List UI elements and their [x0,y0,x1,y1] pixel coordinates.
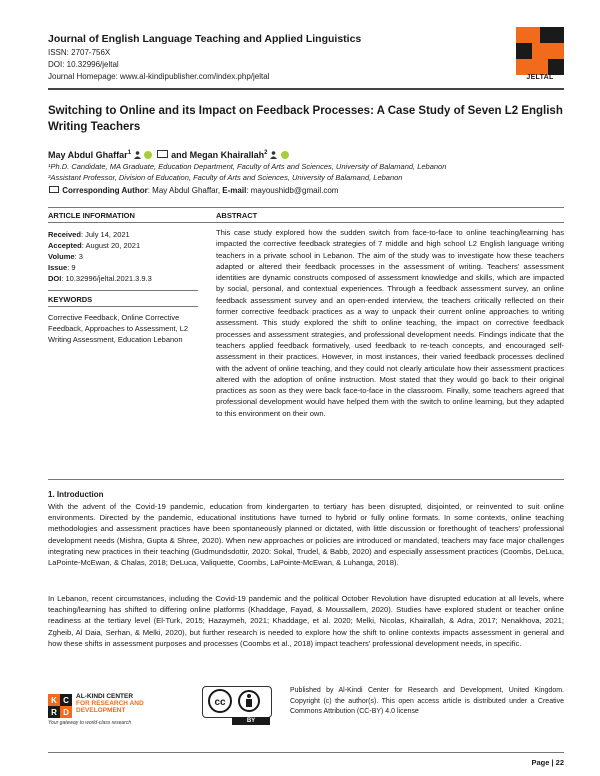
received-value: : July 14, 2021 [80,230,130,239]
svg-text:C: C [63,696,69,705]
journal-issn: ISSN: 2707-756X [48,48,111,57]
svg-text:K: K [51,696,57,705]
volume-label: Volume [48,252,75,261]
accepted-label: Accepted [48,241,82,250]
kc-name-3: DEVELOPMENT [76,707,126,714]
journal-doi: DOI: 10.32996/jeltal [48,60,119,69]
doi-label: DOI [48,274,62,283]
keywords-heading: KEYWORDS [48,295,93,304]
email-label: E-mail [222,186,247,195]
footer-rule [48,752,564,753]
jeltal-logo [516,27,564,75]
journal-homepage[interactable]: Journal Homepage: www.al-kindipublisher.com/index.php/jeltal [48,72,270,81]
intro-paragraph-1: With the advent of the Covid-19 pandemic, education from kindergarten to tertiary has been disrupted, disjointed, or reinvented to suit online environments. Directed by the pandemic, educational institutions have turned to hybrid or fully online formats. In some contexts, online teaching methodologies and assessment practices have been spontaneously planned or dictated, with little discussion or forethought of teachers' professional development needs (Mishra, Gupta & Shree, 2020). When new approaches or policies are introduced or mandated, teachers may face major challenges integrating new practices in their teaching (Gudmundsdottir, 2020: Sokal, Trudel, & Babb, 2020) and especially assessment practices (Coombs, DeLuca, LaPointe-McEwan, & Chalas, 2018; DeLuca, Valiquette, Coombs, LaPointe-McEwan, & Luhanga, 2018). [48,502,564,568]
cc-by-text: BY [246,718,256,724]
journal-title: Journal of English Language Teaching and Applied Linguistics [48,33,362,45]
issue-value: : 9 [67,263,76,272]
affiliation-1: ¹Ph.D. Candidate, MA Graduate, Education Department, Faculty of Arts and Sciences, University of Balamand, Lebanon [48,162,447,171]
orcid-icon[interactable] [144,151,152,159]
logo-text: JELTAL [526,74,554,81]
affiliation-2: ²Assistant Professor, Division of Education, Faculty of Arts and Sciences, University of Balamand, Lebanon [48,173,403,182]
doi-value[interactable]: : 10.32996/jeltal.2021.3.9.3 [61,274,152,283]
received [48,229,130,240]
author-1-sup: 1 [127,150,132,156]
svg-text:cc: cc [214,697,226,708]
author-1: May Abdul Ghaffar [48,150,128,160]
kc-name-2: FOR RESEARCH AND [76,700,144,707]
corresponding-author [48,186,338,195]
accepted [48,240,140,251]
intro-heading: 1. Introduction [48,490,104,499]
doi [48,273,152,284]
article-info-heading: ARTICLE INFORMATION [48,211,135,220]
header-divider [48,88,564,90]
mail-icon[interactable] [157,150,168,158]
kc-tagline: Your gateway to world-class research [48,720,132,726]
kc-name-1: AL-KINDI CENTER [76,693,134,700]
volume-value: : 3 [74,252,83,261]
corresp-label: Corresponding Author [62,186,148,195]
license-text: Published by Al-Kindi Center for Research and Development, United Kingdom. Copyright (c) the author(s). This open access article is distributed under a Creative Commons Attribution (CC-BY) 4.0 license [290,687,564,715]
keywords-top-rule [48,290,198,291]
person-icon [134,151,141,159]
cc-by-badge[interactable] [202,686,272,726]
page-number: Page | 22 [531,758,564,767]
al-kindi-logo [48,693,178,726]
issue [48,262,76,273]
received-label: Received [48,230,81,239]
abstract-heading: ABSTRACT [216,211,258,220]
author-2: Megan Khairallah [189,150,265,160]
email-value[interactable]: : mayoushidb@gmail.com [246,186,339,195]
person-icon [270,151,277,159]
orcid-icon[interactable] [281,151,289,159]
section-header-rule [48,222,564,223]
and-word: and [171,150,188,160]
volume [48,251,83,262]
paper-title: Switching to Online and its Impact on Feedback Processes: A Case Study of Seven L2 English Writing Teachers [48,105,563,133]
section-bottom-rule [48,479,564,480]
issue-label: Issue [48,263,68,272]
author-line [48,150,290,160]
author-2-sup: 2 [264,150,268,156]
corresp-value: : May Abdul Ghaffar, [147,186,223,195]
section-top-rule [48,207,564,208]
svg-text:D: D [63,708,69,717]
abstract-text: This case study explored how the sudden switch from face-to-face to online teaching/learning has impacted the corrective feedback strategies of 7 middle and high school L2 English language writing teachers in a private school in Lebanon. The aim of the study was to investigate how these teachers adapted or altered their feedback processes in the assessment of writing. Teachers' assessment identities are dynamic constructs composed of assessment knowledge and skills, which are impacted by social, personal, and contextual experiences. Through a feedback assessment survey, an online feedback assessment survey and an open-ended interview, the teachers critically reflected on their former corrective feedback practices as a way to unpack their current online approaches to writing assessment. This study explored the shift to online teaching, the impact on corrective feedback processes and assessment strategies, and professional development needs. Findings indicate that the teachers applied feedback formatively, used feedback to re-teach concepts, and encouraged self-assessment in their practices. However, in most instances, their varied feedback processes declined with the advent of online teaching, and they could not clearly articulate how their assessment practices altered with the adoption of online instruction. Most stated that they would go back to their original practices as soon as they were back face-to-face in the classroom. Finally, some teachers agreed that professional development would have helped them with the switch to online learning, but they adapted to this environment on their own. [216,228,564,418]
intro-paragraph-2: In Lebanon, recent circumstances, including the Covid-19 pandemic and the political October Revolution have disrupted education at all levels, where teaching/learning has shifted to differing online platforms (Khaddage, Fayad, & Moussallem, 2020). Studies have explored student or teacher online readiness at the tertiary level (El-Turk, 2015; Hazaymeh, 2021; Khaddage, et al. 2020; Melki, Nicolas, Khairallah, & Adra, 2017; Nenakhova, 2021; Zgheib, Al Daia, Serhan, & Melki, 2020), but further research is needed to explore how the shift to online contexts impacts assessment in general and how these shifts in assessment purposes and processes (Coombs et al., 2018) impact teachers' professional development needs, in specific. [48,594,564,648]
accepted-value: : August 20, 2021 [81,241,141,250]
mail-icon [49,186,59,193]
svg-text:R: R [51,708,57,717]
keywords-bottom-rule [48,306,198,307]
keywords-text: Corrective Feedback, Online Corrective Feedback, Approaches to Assessment, L2 Writing Assessment, Education Lebanon [48,313,189,344]
kcrd-mark-icon [48,694,72,718]
